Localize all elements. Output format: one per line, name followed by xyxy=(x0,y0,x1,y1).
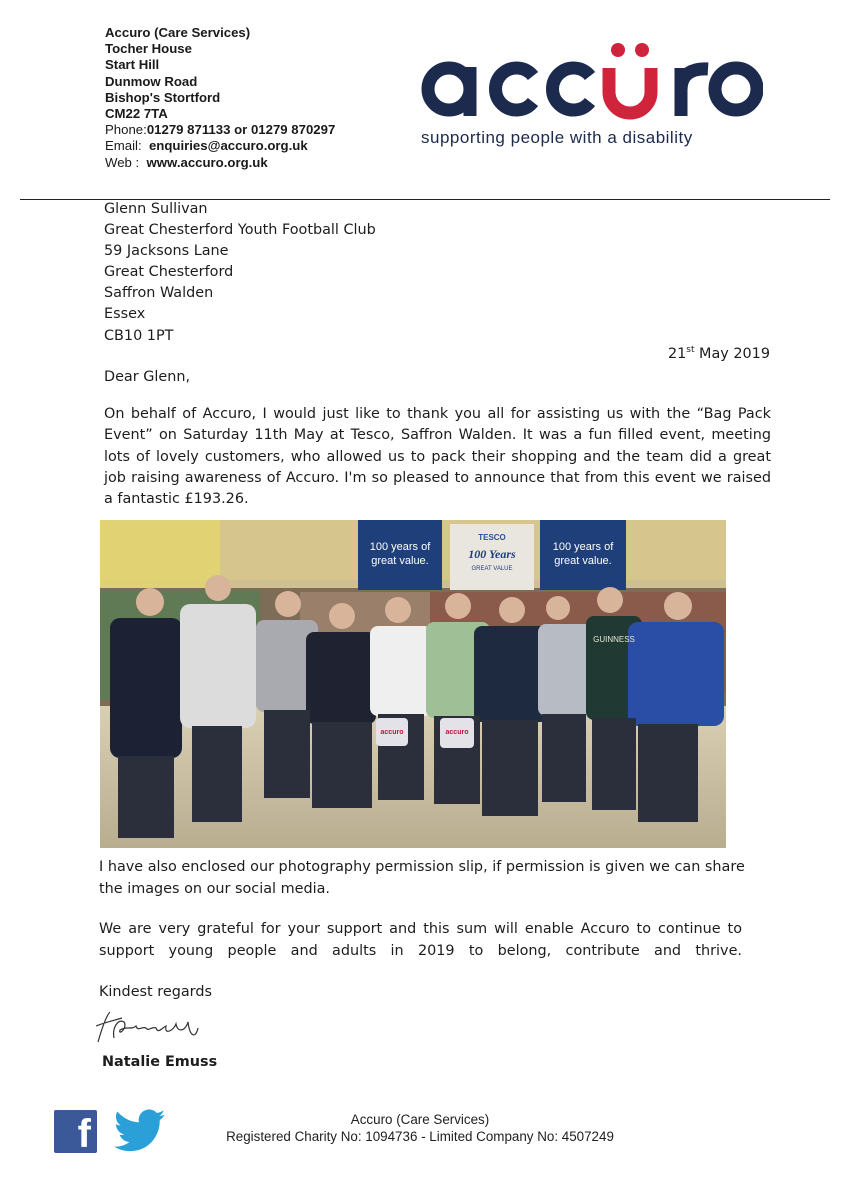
signatory-name: Natalie Emuss xyxy=(102,1054,218,1070)
recipient-address xyxy=(104,199,376,347)
footer-line: Registered Charity No: 1094736 - Limited Company No: 4507249 xyxy=(226,1128,614,1144)
sender-web: Web : www.accuro.org.uk xyxy=(105,154,268,170)
recipient-line: Great Chesterford Youth Football Club xyxy=(104,222,376,239)
sender-line: Dunmow Road xyxy=(105,73,198,89)
greeting: Dear Glenn, xyxy=(104,369,191,385)
recipient-line: 59 Jacksons Lane xyxy=(104,243,229,260)
badge-brand: TESCO xyxy=(478,533,506,542)
bucket-label: accuro xyxy=(445,729,469,736)
sender-address xyxy=(105,25,335,171)
paragraph-permission: I have also enclosed our photography permission slip, if permission is given we can share the images on our social media. xyxy=(99,859,745,897)
recipient-line: CB10 1PT xyxy=(104,327,174,344)
banner-left-line: 100 years of xyxy=(369,541,431,553)
recipient-line: Glenn Sullivan xyxy=(104,201,208,217)
event-photo xyxy=(100,520,726,848)
banner-right-line: great value. xyxy=(554,555,612,567)
recipient-line: Saffron Walden xyxy=(104,285,214,302)
email-address: enquiries@accuro.org.uk xyxy=(148,138,308,154)
banner-left-line: great value. xyxy=(371,555,429,567)
paragraph-thanks: On behalf of Accuro, I would just like to thank you all for assisting us with the “Bag Pack Event” on Saturday 11th May at Tesco, Saffron Walden. It was a fun filled event, meeting lots of lovely customers, who allowed us to pack their shopping and the team did a great job raising awareness of Accuro. I'm so pleased to announce that from this event we raised a fantastic £193.26. xyxy=(104,406,771,508)
twitter-icon[interactable] xyxy=(114,1108,166,1154)
web-address: www.accuro.org.uk xyxy=(146,154,268,170)
recipient-line: Great Chesterford xyxy=(104,264,234,281)
badge-main: 100 Years xyxy=(468,547,516,561)
logo-tagline: supporting people with a disability xyxy=(421,128,693,147)
sender-email: Email: enquiries@accuro.org.uk xyxy=(105,138,308,154)
badge-sub: GREAT VALUE xyxy=(471,566,513,572)
bucket-label: accuro xyxy=(380,729,404,736)
closing: Kindest regards xyxy=(99,984,212,1000)
footer xyxy=(200,1112,640,1145)
sender-line: CM22 7TA xyxy=(105,106,168,122)
sender-line: Accuro (Care Services) xyxy=(105,25,251,40)
accuro-logo xyxy=(418,40,763,122)
paragraph-gratitude: We are very grateful for your support and this sum will enable Accuro to continue to support young people and adults in 2019 to belong, contribute and thrive. xyxy=(99,921,742,959)
facebook-icon[interactable]: f xyxy=(54,1110,97,1153)
phone-number: 01279 871133 or 01279 870297 xyxy=(146,122,336,138)
sender-line: Bishop's Stortford xyxy=(105,89,221,105)
sender-line: Tocher House xyxy=(105,41,192,57)
sender-phone: Phone:01279 871133 or 01279 870297 xyxy=(105,122,336,138)
sender-line: Start Hill xyxy=(105,57,160,73)
recipient-line: Essex xyxy=(104,306,146,323)
handwritten-signature xyxy=(92,1008,212,1048)
letter-date: 21st May 2019 xyxy=(667,345,770,362)
shirt-logo: GUINNESS xyxy=(593,635,635,644)
footer-line: Accuro (Care Services) xyxy=(350,1112,490,1127)
banner-right-line: 100 years of xyxy=(552,541,614,553)
